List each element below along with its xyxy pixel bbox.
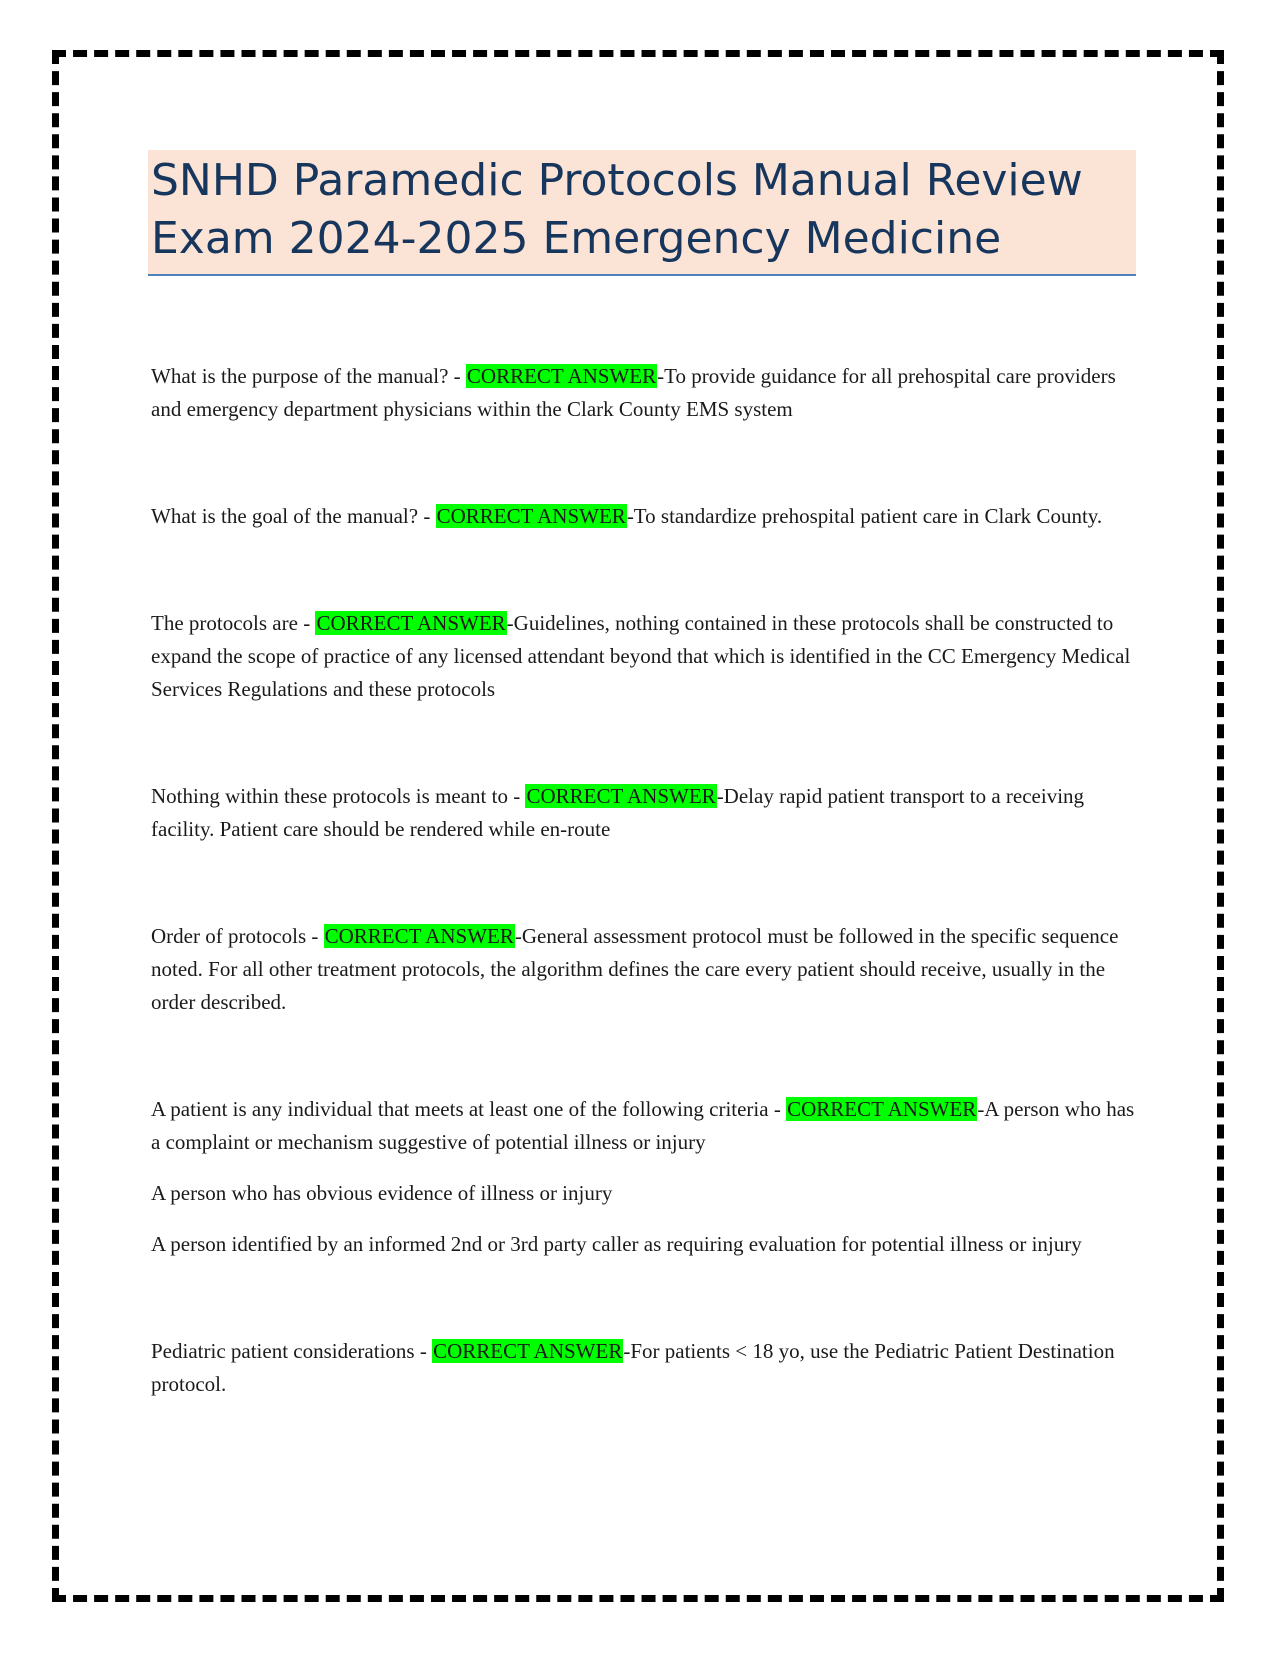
answer-text: -Guidelines, nothing contained in these protocols shall be constructed to expand the scope of practice of any licensed attendant beyond that which is identified in the CC Emergency Medical Services Regulations and these protocols [151, 611, 1131, 701]
qa-item [151, 780, 1136, 846]
qa-list [151, 360, 1136, 1401]
qa-item [151, 607, 1136, 706]
question-text: What is the purpose of the manual? - [151, 364, 466, 388]
qa-item [151, 1335, 1136, 1401]
correct-answer-label: CORRECT ANSWER [436, 504, 626, 528]
question-text: Pediatric patient considerations - [151, 1339, 433, 1363]
answer-text: -To provide guidance for all prehospital care providers and emergency department physicians within the Clark County EMS system [151, 364, 1116, 421]
answer-continuation: A person identified by an informed 2nd or 3rd party caller as requiring evaluation for potential illness or injury [151, 1232, 1082, 1256]
question-text: The protocols are - [151, 611, 316, 635]
question-text: Order of protocols - [151, 924, 324, 948]
correct-answer-label: CORRECT ANSWER [316, 611, 506, 635]
question-text: What is the goal of the manual? - [151, 504, 436, 528]
qa-item [151, 360, 1136, 426]
title-block [148, 150, 1136, 276]
qa-item [151, 500, 1136, 533]
correct-answer-label: CORRECT ANSWER [466, 364, 657, 388]
question-text: A patient is any individual that meets at least one of the following criteria - [151, 1097, 787, 1121]
answer-text: -To standardize prehospital patient care in Clark County. [626, 504, 1103, 528]
answer-text: -General assessment protocol must be followed in the specific sequence noted. For all other treatment protocols, the algorithm defines the care every patient should receive, usually in the order described. [151, 924, 1119, 1014]
answer-continuation: A person who has obvious evidence of illness or injury [151, 1181, 613, 1205]
correct-answer-label: CORRECT ANSWER [787, 1097, 977, 1121]
qa-item [151, 920, 1136, 1019]
correct-answer-label: CORRECT ANSWER [324, 924, 514, 948]
answer-text: -For patients < 18 yo, use the Pediatric Patient Destination protocol. [151, 1339, 1115, 1396]
document-title: SNHD Paramedic Protocols Manual Review Exam 2024-2025 Emergency Medicine [151, 155, 1083, 264]
correct-answer-label: CORRECT ANSWER [526, 784, 716, 808]
question-text: Nothing within these protocols is meant to - [151, 784, 526, 808]
answer-text: -A person who has a complaint or mechanism suggestive of potential illness or injury [151, 1097, 1135, 1154]
correct-answer-label: CORRECT ANSWER [433, 1339, 623, 1363]
answer-text: -Delay rapid patient transport to a receiving facility. Patient care should be rendered while en-route [151, 784, 1085, 841]
qa-item [151, 1093, 1136, 1159]
